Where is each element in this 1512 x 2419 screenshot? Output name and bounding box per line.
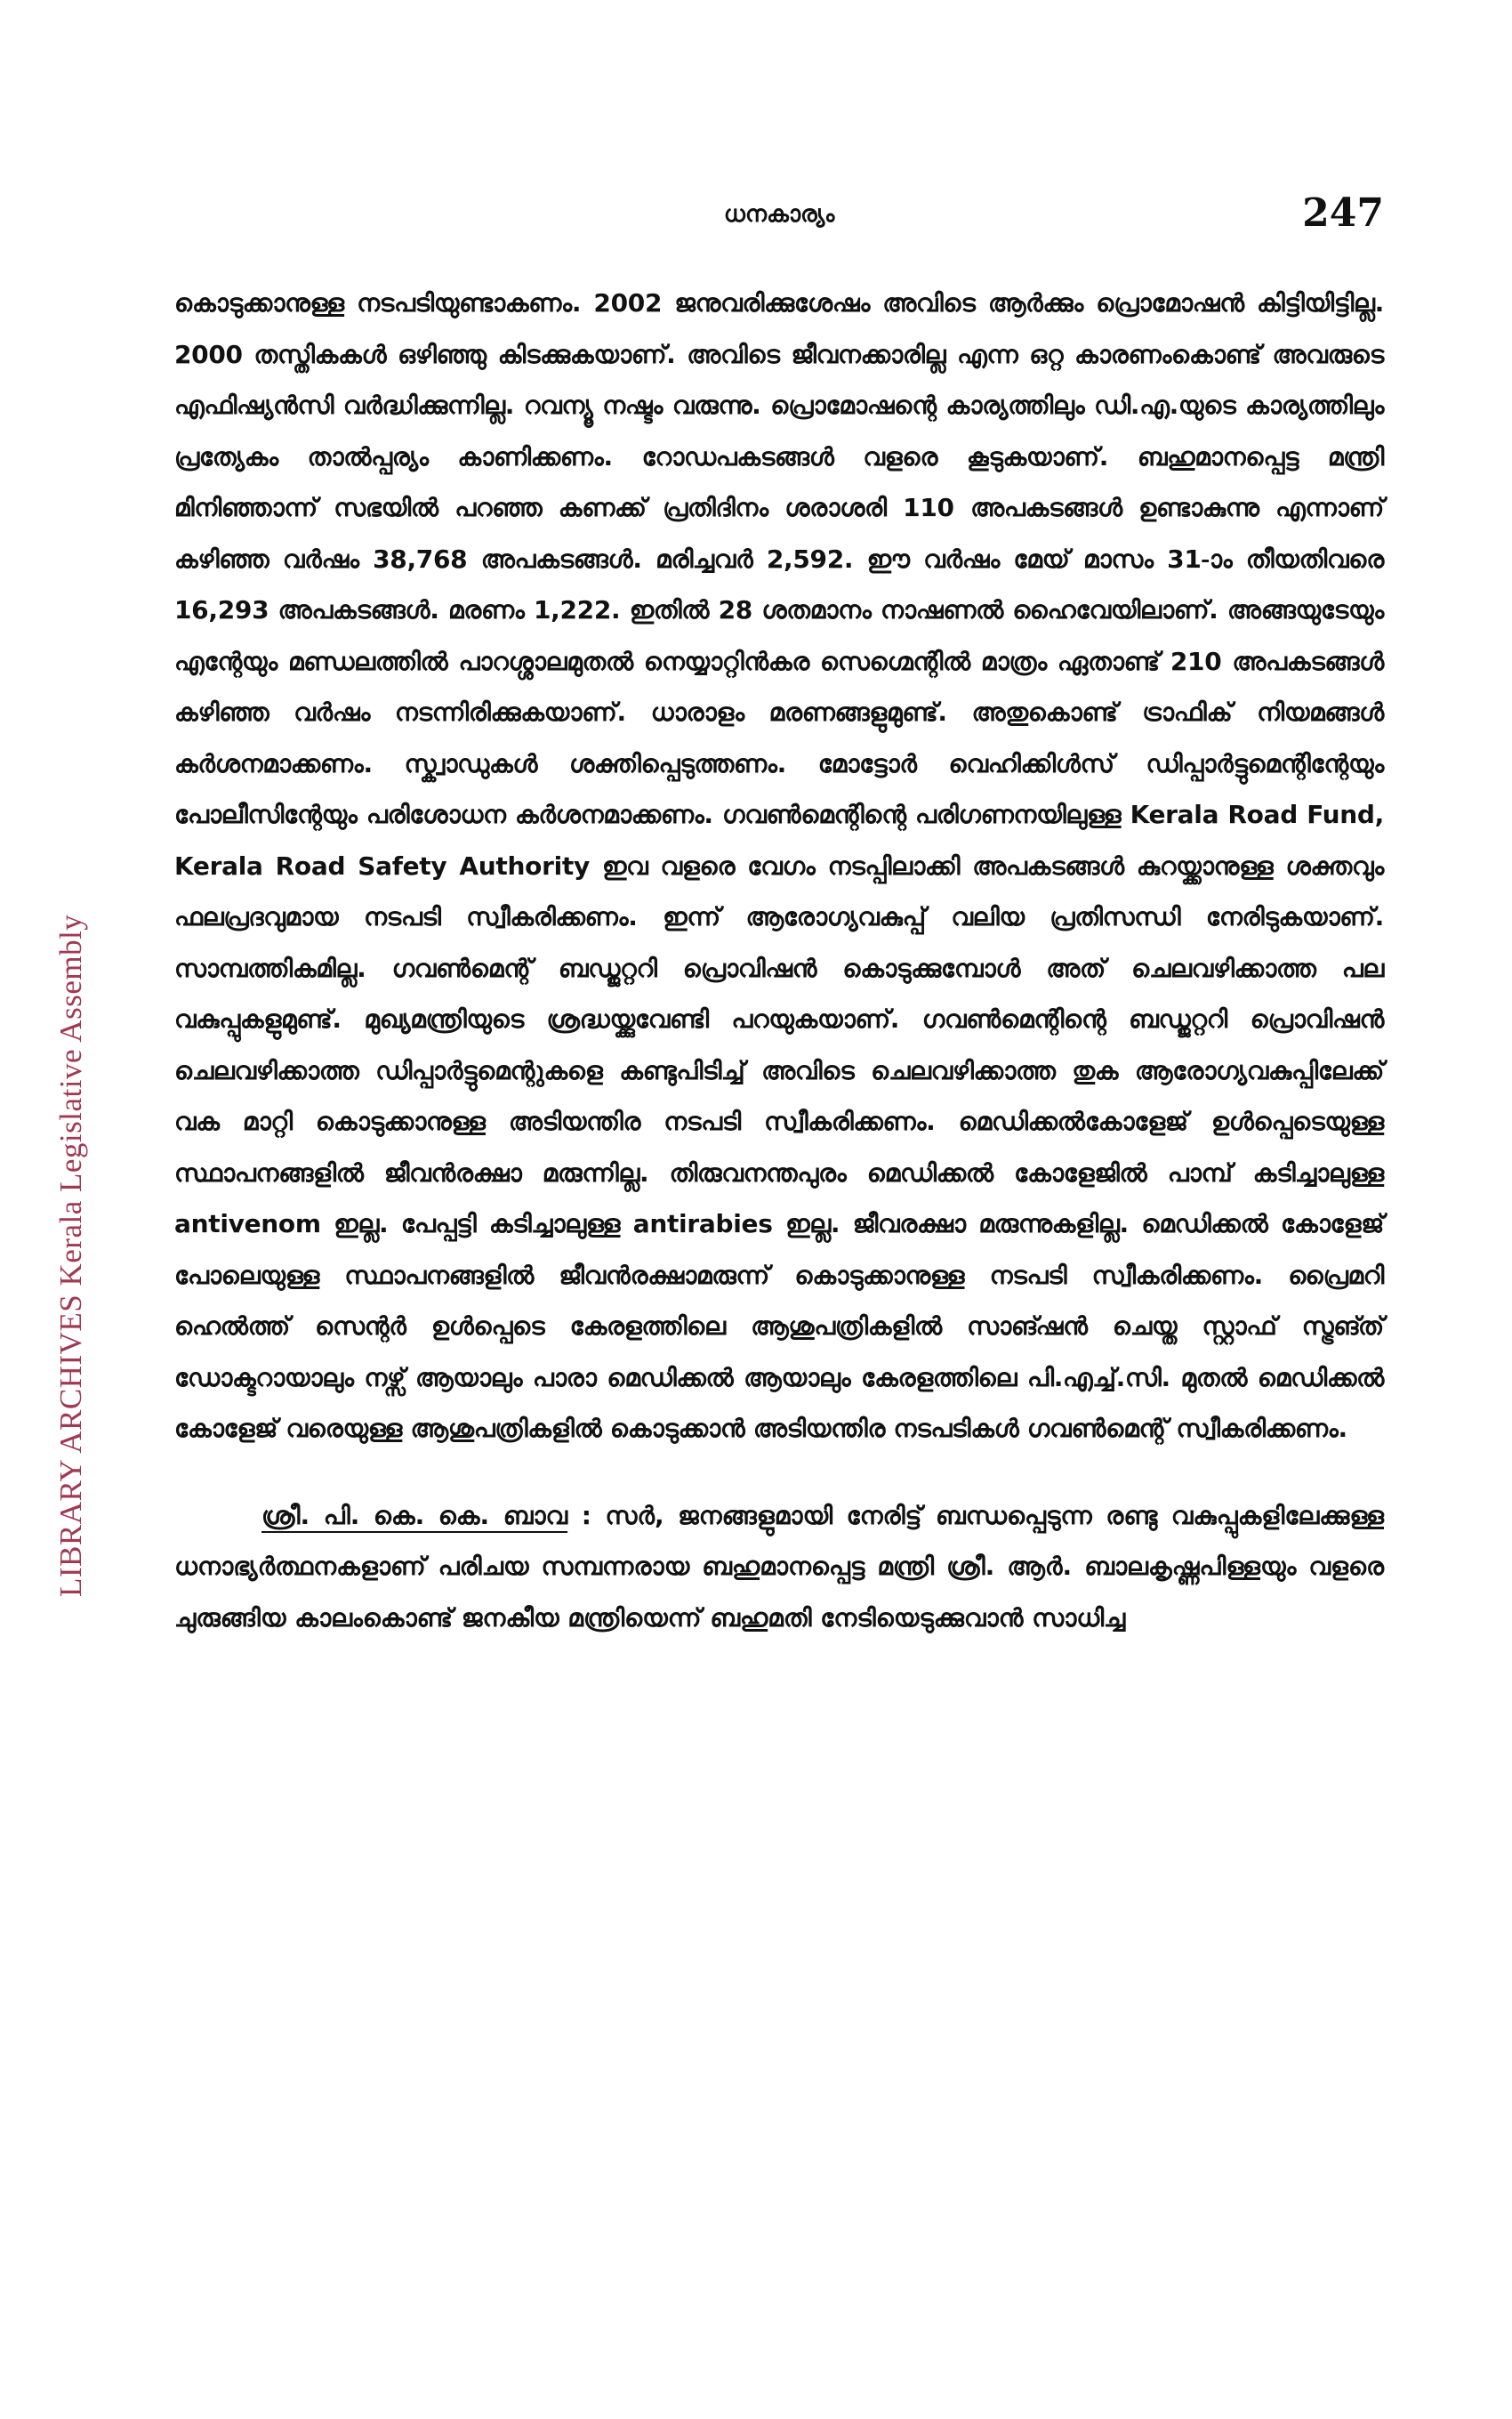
paragraph-speech-continuation: കൊടുക്കാനുള്ള നടപടിയുണ്ടാകണം. 2002 ജനുവരിക്കുശേഷം അവിടെ ആർക്കും പ്രൊമോഷൻ കിട്ടിയിട്ടില്ല. 2000 തസ്തികകൾ ഒഴിഞ്ഞു കിടക്കുകയാണ്. അവിടെ ജീവനക്കാരില്ല എന്ന ഒറ്റ കാരണംകൊണ്ട് അവരുടെ എഫിഷ്യൻസി വർദ്ധിക്കുന്നില്ല. റവന്യൂ നഷ്ടം വരുന്നു. പ്രൊമോഷന്റെ കാര്യത്തിലും ഡി.എ.യുടെ കാര്യത്തിലും പ്രത്യേകം താൽപ്പര്യം കാണിക്കണം. റോഡപകടങ്ങൾ വളരെ കൂടുകയാണ്. ബഹുമാനപ്പെട്ട മന്ത്രി മിനിഞ്ഞാന്ന് സഭയിൽ പറഞ്ഞ കണക്ക് പ്രതിദിനം ശരാശരി 110 അപകടങ്ങൾ ഉണ്ടാകുന്നു എന്നാണ് കഴിഞ്ഞ വർഷം 38,768 അപകടങ്ങൾ. മരിച്ചവർ 2,592. ഈ വർഷം മേയ് മാസം 31-ാം തീയതിവരെ 16,293 അപകടങ്ങൾ. മരണം 1,222. ഇതിൽ 28 ശതമാനം നാഷണൽ ഹൈവേയിലാണ്. അങ്ങയുടേയും എന്റേയും മണ്ഡലത്തിൽ പാറശ്ശാലമുതൽ നെയ്യാറ്റിൻകര സെഗ്മെന്റിൽ മാത്രം ഏതാണ്ട് 210 അപകടങ്ങൾ കഴിഞ്ഞ വർഷം നടന്നിരിക്കുകയാണ്. ധാരാളം മരണങ്ങളുമുണ്ട്. അതുകൊണ്ട് ട്രാഫിക് നിയമങ്ങൾ കർശനമാക്കണം. സ്ക്വാഡുകൾ ശക്തിപ്പെടുത്തണം. മോട്ടോർ വെഹിക്കിൾസ് ഡിപ്പാർട്ടുമെന്റിന്റേയും പോലീസിന്റേയും പരിശോധന കർശനമാക്കണം. ഗവൺമെന്റിന്റെ പരിഗണനയിലുള്ള Kerala Road Fund, Kerala Road Safety Authority ഇവ വളരെ വേഗം നടപ്പിലാക്കി അപകടങ്ങൾ കുറയ്ക്കാനുള്ള ശക്തവും ഫലപ്രദവുമായ നടപടി സ്വീകരിക്കണം. ഇന്ന് ആരോഗ്യവകുപ്പ് വലിയ പ്രതിസന്ധി നേരിടുകയാണ്. സാമ്പത്തികമില്ല. ഗവൺമെന്റ് ബഡ്ജറ്ററി പ്രൊവിഷൻ കൊടുക്കുമ്പോൾ അത് ചെലവഴിക്കാത്ത പല വകുപ്പുകളുമുണ്ട്. മുഖ്യമന്ത്രിയുടെ ശ്രദ്ധയ്ക്കുവേണ്ടി പറയുകയാണ്. ഗവൺമെന്റിന്റെ ബഡ്ജറ്ററി പ്രൊവിഷൻ ചെലവഴിക്കാത്ത ഡിപ്പാർട്ടുമെന്റുകളെ കണ്ടുപിടിച്ച് അവിടെ ചെലവഴിക്കാത്ത തുക ആരോഗ്യവകുപ്പിലേക്ക് വക മാറ്റി കൊടുക്കാനുള്ള അടിയന്തിര നടപടി സ്വീകരിക്കണം. മെഡിക്കൽകോളേജ് ഉൾപ്പെടെയുള്ള സ്ഥാപനങ്ങളിൽ ജീവൻരക്ഷാ മരുന്നില്ല. തിരുവനന്തപുരം മെഡിക്കൽ കോളേജിൽ പാമ്പ് കടിച്ചാലുള്ള antivenom ഇല്ല. പേപ്പട്ടി കടിച്ചാലുള്ള antirabies ഇല്ല. ജീവരക്ഷാ മരുന്നുകളില്ല. മെഡിക്കൽ കോളേജ് പോലെയുള്ള സ്ഥാപനങ്ങളിൽ ജീവൻരക്ഷാമരുന്ന് കൊടുക്കാനുള്ള നടപടി സ്വീകരിക്കണം. പ്രൈമറി ഹെൽത്ത് സെന്റർ ഉൾപ്പെടെ കേരളത്തിലെ ആശുപത്രികളിൽ സാങ്ഷൻ ചെയ്ത സ്റ്റാഫ് സ്ട്രങ്ത് ഡോക്ടറായാലും നഴ്സ് ആയാലും പാരാ മെഡിക്കൽ ആയാലും കേരളത്തിലെ പി.എച്ച്.സി. മുതൽ മെഡിക്കൽ കോളേജ് വരെയുള്ള ആശുപത്രികളിൽ കൊടുക്കാൻ അടിയന്തിര നടപടികൾ ഗവൺമെന്റ് സ്വീകരിക്കണം. xyxy=(174,288,1384,1443)
page-header xyxy=(174,190,1384,244)
body-text xyxy=(174,278,1384,1643)
page-number: 247 xyxy=(1302,190,1384,236)
archive-watermark: LIBRARY ARCHIVES Kerala Legislative Assembly xyxy=(53,914,88,1597)
running-title: ധനകാര്യം xyxy=(723,201,835,228)
speech-text: : സർ, ജനങ്ങളുമായി നേരിട്ട് ബന്ധപ്പെടുന്ന രണ്ടു വകുപ്പുകളിലേക്കുള്ള ധനാഭ്യർത്ഥനകളാണ് പരിചയ സമ്പന്നരായ ബഹുമാനപ്പെട്ട മന്ത്രി ശ്രീ. ആർ. ബാലകൃഷ്ണപിള്ളയും വളരെ ചുരുങ്ങിയ കാലംകൊണ്ട് ജനകീയ മന്ത്രിയെന്ന് ബഹുമതി നേടിയെടുക്കുവാൻ സാധിച്ച xyxy=(174,1500,1384,1633)
speaker-name: ശ്രീ. പി. കെ. കെ. ബാവ xyxy=(261,1500,568,1530)
paragraph-speech-bava xyxy=(174,1490,1384,1644)
